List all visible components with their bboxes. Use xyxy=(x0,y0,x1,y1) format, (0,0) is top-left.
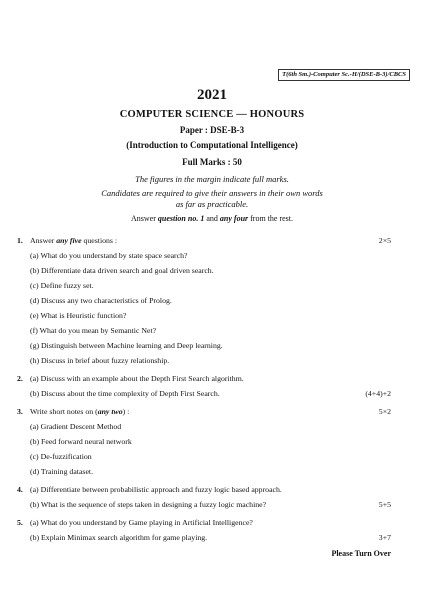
q2-marks: (4+4)+2 xyxy=(365,389,391,398)
q3-lead-b: any two xyxy=(97,407,123,416)
exam-year: 2021 xyxy=(197,87,227,103)
own-words-note-line1: Candidates are required to give their answers in their own words xyxy=(101,188,323,198)
q1-item-b: (b) Differentiate data driven search and goal driven search. xyxy=(30,266,214,275)
q3-item-c: (c) De-fuzzification xyxy=(30,452,92,461)
q1-lead-c: questions : xyxy=(81,236,118,245)
instr-part-d: any four xyxy=(219,214,249,223)
subject-title: COMPUTER SCIENCE — HONOURS xyxy=(119,109,305,120)
q1-lead-a: Answer xyxy=(30,236,57,245)
own-words-note xyxy=(0,188,424,210)
q4-part-b: (b) What is the sequence of steps taken in designing a fuzzy logic machine? xyxy=(30,500,267,509)
q1-item-e: (e) What is Heuristic function? xyxy=(30,311,127,320)
q1-item-f: (f) What do you mean by Semantic Net? xyxy=(30,326,157,335)
instr-part-c: and xyxy=(204,214,220,223)
q1-lead-b: any five xyxy=(56,236,82,245)
q1-number: 1. xyxy=(17,236,23,245)
q1-item-d: (d) Discuss any two characteristics of Prolog. xyxy=(30,296,172,305)
q3-number: 3. xyxy=(17,407,23,416)
paper-topic: (Introduction to Computational Intelligence) xyxy=(126,140,298,150)
q3-lead-a: Write short notes on ( xyxy=(30,407,98,416)
paper-name: Paper : DSE-B-3 xyxy=(179,125,245,135)
answer-instruction xyxy=(0,214,424,223)
q3-item-d: (d) Training dataset. xyxy=(30,467,94,476)
q4-part-a: (a) Differentiate between probabilistic approach and fuzzy logic based approach. xyxy=(30,485,282,494)
q3-lead xyxy=(30,407,129,417)
q4-marks: 5+5 xyxy=(378,500,391,509)
q1-item-g: (g) Distinguish between Machine learning and Deep learning. xyxy=(30,341,223,350)
q4-number: 4. xyxy=(17,485,23,494)
full-marks: Full Marks : 50 xyxy=(182,157,242,167)
q5-number: 5. xyxy=(17,518,23,527)
instr-part-a: Answer xyxy=(130,214,158,223)
q3-item-b: (b) Feed forward neural network xyxy=(30,437,132,446)
q1-lead xyxy=(30,236,117,246)
own-words-note-line2: as far as practicable. xyxy=(175,199,249,209)
instr-part-b: question no. 1 xyxy=(157,214,205,223)
q1-item-c: (c) Define fuzzy set. xyxy=(30,281,94,290)
paper-code: T(6th Sm.)-Computer Sc.-H/(DSE-B-3)/CBCS xyxy=(278,69,410,81)
margin-note: The figures in the margin indicate full marks. xyxy=(135,174,289,184)
q5-marks: 3+7 xyxy=(378,533,391,542)
q3-marks: 5×2 xyxy=(378,407,391,416)
q3-lead-c: ) : xyxy=(122,407,130,416)
q2-part-a: (a) Discuss with an example about the Depth First Search algorithm. xyxy=(30,374,244,383)
q2-number: 2. xyxy=(17,374,23,383)
q1-marks: 2×5 xyxy=(378,236,391,245)
q1-item-a: (a) What do you understand by state space search? xyxy=(30,251,188,260)
q3-item-a: (a) Gradient Descent Method xyxy=(30,422,122,431)
q5-part-b: (b) Explain Minimax search algorithm for game playing. xyxy=(30,533,208,542)
q1-item-h: (h) Discuss in brief about fuzzy relationship. xyxy=(30,356,170,365)
instr-part-e: from the rest. xyxy=(248,214,294,223)
q2-part-b: (b) Discuss about the time complexity of Depth First Search. xyxy=(30,389,220,398)
please-turn-over: Please Turn Over xyxy=(331,549,391,558)
q5-part-a: (a) What do you understand by Game playing in Artificial Intelligence? xyxy=(30,518,253,527)
